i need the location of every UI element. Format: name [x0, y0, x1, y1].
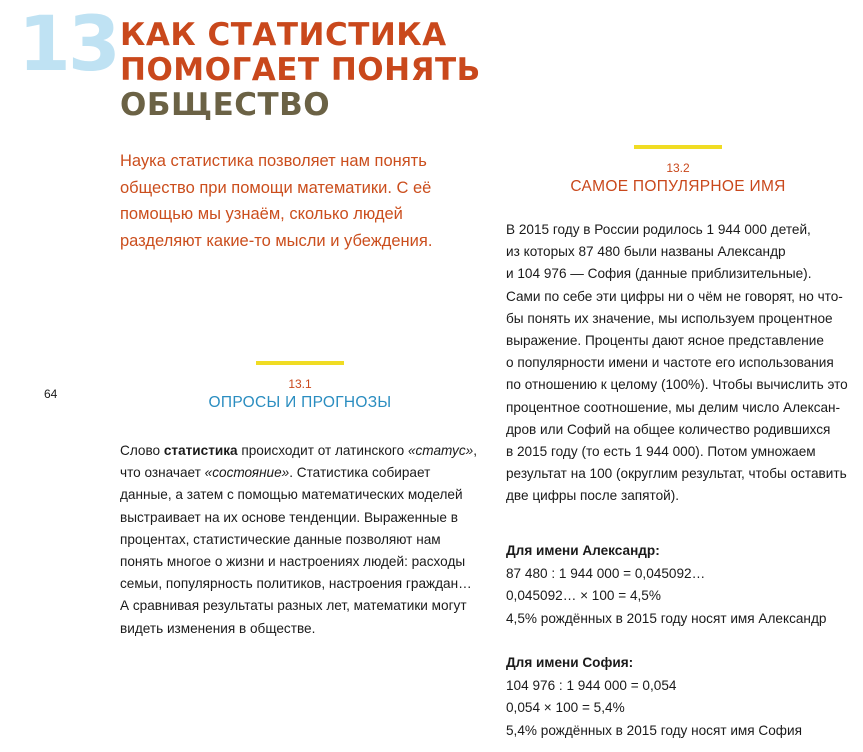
chapter-title-line-3: ОБЩЕСТВО [120, 87, 331, 123]
example-sofia [506, 652, 858, 742]
term-status: «статус» [407, 443, 474, 458]
section-title: САМОЕ ПОПУЛЯРНОЕ ИМЯ [570, 178, 786, 195]
term-statistics: статистика [163, 443, 238, 458]
chapter-number: 13 [18, 0, 118, 88]
body-line: в 2015 году (то есть 1 944 000). Потом умножаем [506, 444, 816, 460]
example-line: 0,054 × 100 = 5,4% [506, 700, 625, 715]
body-line: две цифры после запятой). [506, 488, 680, 504]
term-state: «состояние» [204, 465, 290, 481]
body-line: бы понять их значение, мы используем процентное [506, 310, 833, 326]
section-heading-popular-name [568, 145, 788, 197]
section-number: 13.1 [288, 377, 312, 391]
section-2-body [506, 219, 858, 508]
page-number: 64 [44, 387, 58, 401]
chapter-title-line-1: КАК СТАТИСТИКА [120, 17, 447, 53]
body-line: процентное соотношение, мы делим число Алексан- [506, 399, 841, 415]
body-line: выражение. Проценты дают ясное представление [506, 333, 824, 349]
body-line: из которых 87 480 были названы Александр [506, 244, 786, 260]
example-line: 104 976 : 1 944 000 = 0,054 [506, 677, 677, 693]
body-line: Сами по себе эти цифры ни о чём не говорят, но что- [506, 288, 843, 304]
text-run: , что означает [120, 443, 477, 481]
section-number: 13.2 [666, 161, 690, 175]
example-heading: Для имени Александр: [506, 543, 660, 558]
text-run: . Статистика собирает данные, а затем с помощью математических моделей выстраивает на их основе тенденции. Выраженные в процентах, статистические данные позволяют нам понять многое о жизни и настроениях людей: расходы семьи, популярность политиков, настроения граждан… А сравнивая результаты разных лет, математики могут видеть изменения в обществе. [120, 465, 472, 636]
lead-paragraph: Наука статистика позволяет нам понять общество при помощи математики. С её помощью мы узнаём, сколько людей разделяют какие-то мысли и убеждения. [120, 152, 433, 250]
example-line: 5,4% рождённых в 2015 году носят имя София [506, 722, 802, 738]
text-run: происходит от латинского [237, 443, 408, 458]
body-line: результат на 100 (округлим результат, чтобы оставить [506, 466, 847, 482]
body-line: В 2015 году в России родилось 1 944 000 детей, [506, 222, 811, 237]
section-accent-bar [256, 361, 344, 365]
body-line: дров или Софий на общее количество родившихся [506, 421, 831, 437]
example-line: 87 480 : 1 944 000 = 0,045092… [506, 565, 706, 581]
example-line: 4,5% рождённых в 2015 году носят имя Александр [506, 610, 827, 626]
example-alexander [506, 540, 858, 630]
body-line: и 104 976 — София (данные приблизительные). [506, 266, 812, 282]
section-1-body [120, 440, 480, 640]
example-line: 0,045092… × 100 = 4,5% [506, 588, 661, 603]
chapter-title-line-2: ПОМОГАЕТ ПОНЯТЬ [120, 52, 481, 88]
section-title: ОПРОСЫ И ПРОГНОЗЫ [208, 394, 392, 411]
example-heading: Для имени София: [506, 655, 634, 670]
chapter-title [120, 18, 481, 123]
body-line: по отношению к целому (100%). Чтобы вычислить это [506, 377, 848, 393]
text-run: Слово [120, 443, 164, 458]
body-line: о популярности имени и частоте его использования [506, 355, 834, 371]
section-accent-bar [634, 145, 722, 149]
section-heading-polls [195, 361, 405, 413]
